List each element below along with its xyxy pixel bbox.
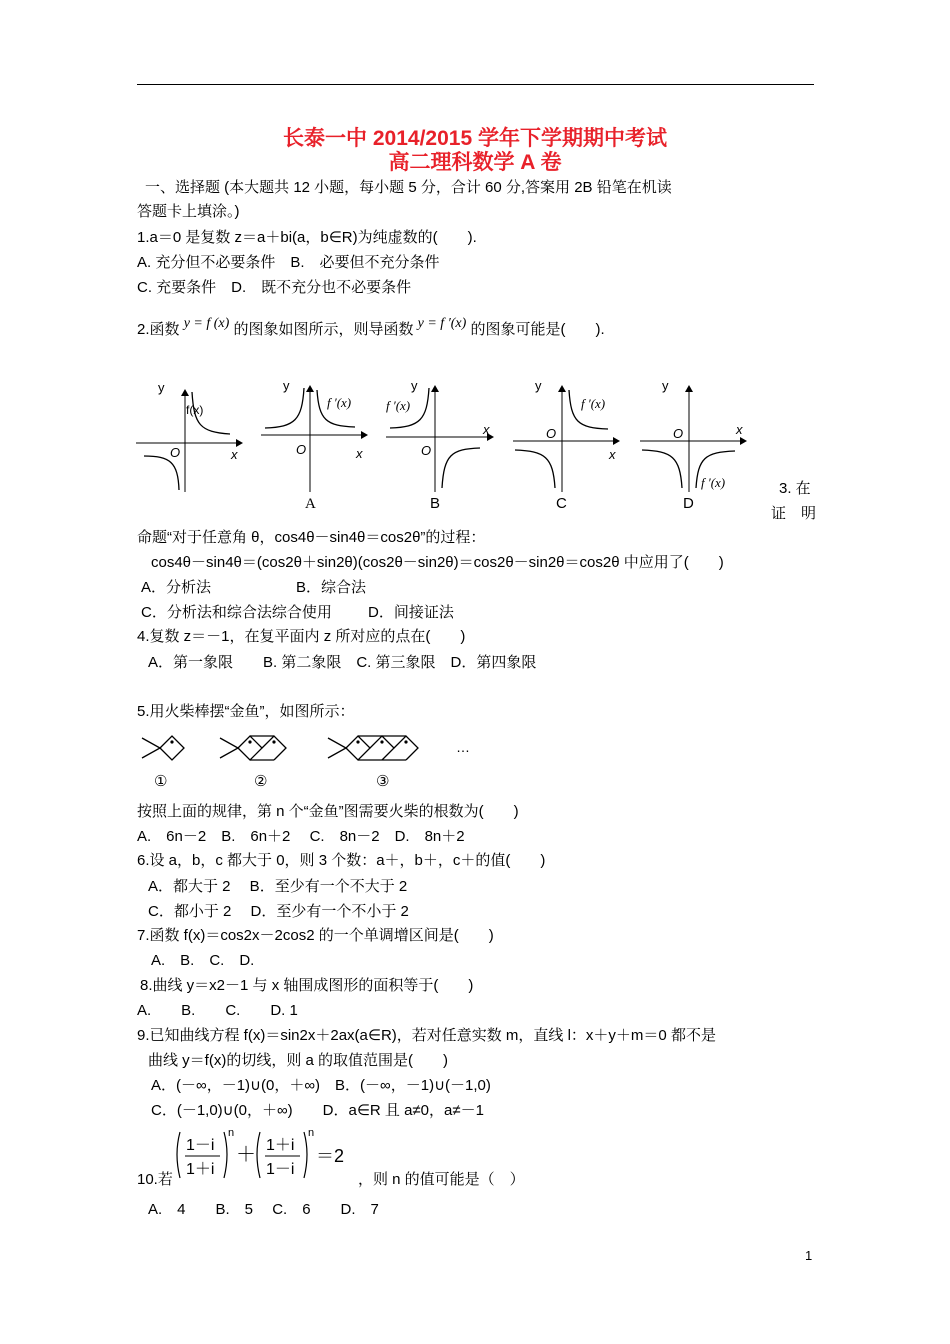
q1-stem: 1.a＝0 是复数 z＝a＋bi(a，b∈R)为纯虚数的( ).: [137, 229, 477, 246]
q10-formula: [172, 1128, 352, 1184]
graph-d-y-label: y: [662, 378, 669, 393]
graph-b-origin: O: [421, 443, 432, 458]
graph-d-fprime-label: f ′(x): [701, 475, 726, 490]
choice-a-label: A: [305, 496, 316, 512]
q2-stem-b: 的图象如图所示，则导函数: [233, 321, 414, 338]
q3-option-d: D．间接证法: [368, 604, 454, 621]
fish-ellipsis: …: [456, 739, 470, 755]
q9-options-ab: A．(－∞，－1)∪(0，＋∞) B．(－∞，－1)∪(－1,0): [151, 1077, 491, 1094]
q10-frac1-num: 1－i: [186, 1137, 215, 1154]
q3-prefix-1: 3. 在: [779, 480, 811, 497]
q10-rhs: ＝2: [316, 1146, 345, 1166]
q7-options: A. B. C. D.: [151, 952, 255, 969]
q10-frac2-num: 1＋i: [266, 1137, 295, 1154]
graph-fx-y-label: y: [158, 380, 165, 395]
section-instructions: 一、选择题 (本大题共 12 小题，每小题 5 分，合计 60 分,答案用 2B 铅笔在机读: [145, 179, 672, 196]
graph-c-origin: O: [546, 426, 557, 441]
graph-d: [640, 378, 746, 492]
q10-frac2-den: 1－i: [266, 1161, 295, 1178]
q8-stem: 8.曲线 y＝x2－1 与 x 轴围成图形的面积等于( ): [140, 977, 474, 994]
q6-stem: 6.设 a，b，c 都大于 0，则 3 个数：a＋，b＋，c＋的值( ): [137, 852, 546, 869]
graph-a-y-label: y: [283, 378, 290, 393]
fish-label-2: ②: [254, 773, 268, 790]
section-instructions-cont: 答题卡上填涂。): [137, 203, 240, 220]
q10-prefix: 10.若: [137, 1171, 173, 1188]
fish-label-3: ③: [376, 773, 390, 790]
q10-exp-1: n: [228, 1128, 235, 1139]
graph-d-x-label: x: [736, 422, 743, 437]
q7-stem: 7.函数 f(x)＝cos2x－2cos2 的一个单调增区间是( ): [137, 927, 494, 944]
q1-options-ab: A. 充分但不必要条件 B. 必要但不充分条件: [137, 254, 440, 271]
graph-d-origin: O: [673, 426, 684, 441]
q2-formula-yprime: y = f ′(x): [417, 316, 467, 331]
q10-suffix: ，则 n 的值可能是（ ）: [358, 1171, 525, 1188]
q3-option-a: A．分析法: [141, 579, 212, 596]
graph-fx-label: f(x): [186, 403, 204, 417]
graph-c-x-label: x: [609, 447, 616, 462]
q2-graphs: [130, 370, 820, 520]
q3-prefix-2: 证 明: [771, 505, 817, 522]
q5-stem: 5.用火柴棒摆“金鱼”，如图所示：: [137, 703, 355, 720]
fish-label-1: ①: [154, 773, 168, 790]
q2-stem: [137, 318, 605, 339]
choice-c-label: C: [556, 495, 567, 512]
graph-a-origin: O: [296, 442, 307, 457]
q9-stem-2: 曲线 y＝f(x)的切线，则 a 的取值范围是( ): [148, 1052, 448, 1069]
q2-stem-c: 的图象可能是( ).: [470, 321, 605, 338]
graph-b-fprime-label: f ′(x): [386, 398, 411, 413]
q10-plus: ＋: [236, 1144, 256, 1166]
q3-option-c: C．分析法和综合法综合使用: [141, 604, 332, 621]
q6-options-cd: C．都小于 2 D．至少有一个不小于 2: [148, 903, 409, 920]
graph-c-y-label: y: [535, 378, 542, 393]
q8-options: A. B. C. D. 1: [137, 1002, 298, 1019]
q10-frac1-den: 1＋i: [186, 1161, 215, 1178]
graph-c: [513, 378, 619, 492]
graph-fx-origin: O: [170, 445, 181, 460]
q6-options-ab: A．都大于 2 B．至少有一个不大于 2: [148, 878, 408, 895]
graph-fx-x-label: x: [231, 447, 238, 462]
q9-options-cd: C．(－1,0)∪(0，＋∞) D．a∈R 且 a≠0，a≠－1: [151, 1102, 484, 1119]
q2-formula-y: y = f (x): [183, 316, 230, 331]
header-rule: [137, 84, 814, 85]
exam-title: 长泰一中 2014/2015 学年下学期期中考试: [283, 127, 667, 150]
graph-b-y-label: y: [411, 378, 418, 393]
q4-stem: 4.复数 z＝－1，在复平面内 z 所对应的点在( ): [137, 628, 466, 645]
q10-options: A. 4 B. 5 C. 6 D. 7: [148, 1201, 379, 1218]
graph-b: [386, 378, 493, 492]
choice-d-label: D: [683, 495, 694, 512]
exam-subtitle: 高二理科数学 A 卷: [388, 151, 562, 174]
graph-c-fprime-label: f ′(x): [581, 396, 606, 411]
q10-exp-2: n: [308, 1128, 315, 1139]
page-number: 1: [805, 1248, 813, 1263]
q5-question: 按照上面的规律，第 n 个“金鱼”图需要火柴的根数为( ): [137, 803, 519, 820]
q9-stem-1: 9.已知曲线方程 f(x)＝sin2x＋2ax(a∈R)，若对任意实数 m，直线 l：x＋y＋m＝0 都不是: [137, 1027, 716, 1044]
q5-fish-figure: [136, 726, 476, 796]
graph-fx: [136, 380, 242, 492]
q3-stem: 命题“对于任意角 θ，cos4θ－sin4θ＝cos2θ”的过程：: [137, 529, 486, 546]
q1-options-cd: C. 充要条件 D. 既不充分也不必要条件: [137, 279, 412, 296]
q5-options: A. 6n－2 B. 6n＋2 C. 8n－2 D. 8n＋2: [137, 828, 465, 845]
graph-a-x-label: x: [356, 446, 363, 461]
q3-proof: cos4θ－sin4θ＝(cos2θ＋sin2θ)(cos2θ－sin2θ)＝cos2θ－sin2θ＝cos2θ 中应用了( ): [151, 554, 724, 571]
graph-a-fprime-label: f ′(x): [327, 395, 352, 410]
q3-option-b: B．综合法: [296, 579, 367, 596]
choice-b-label: B: [430, 495, 441, 512]
graph-b-x-label: x: [483, 422, 490, 437]
q2-stem-a: 2.函数: [137, 321, 180, 338]
q4-options: A．第一象限 B. 第二象限 C. 第三象限 D．第四象限: [148, 654, 537, 671]
graph-a: [261, 378, 367, 492]
